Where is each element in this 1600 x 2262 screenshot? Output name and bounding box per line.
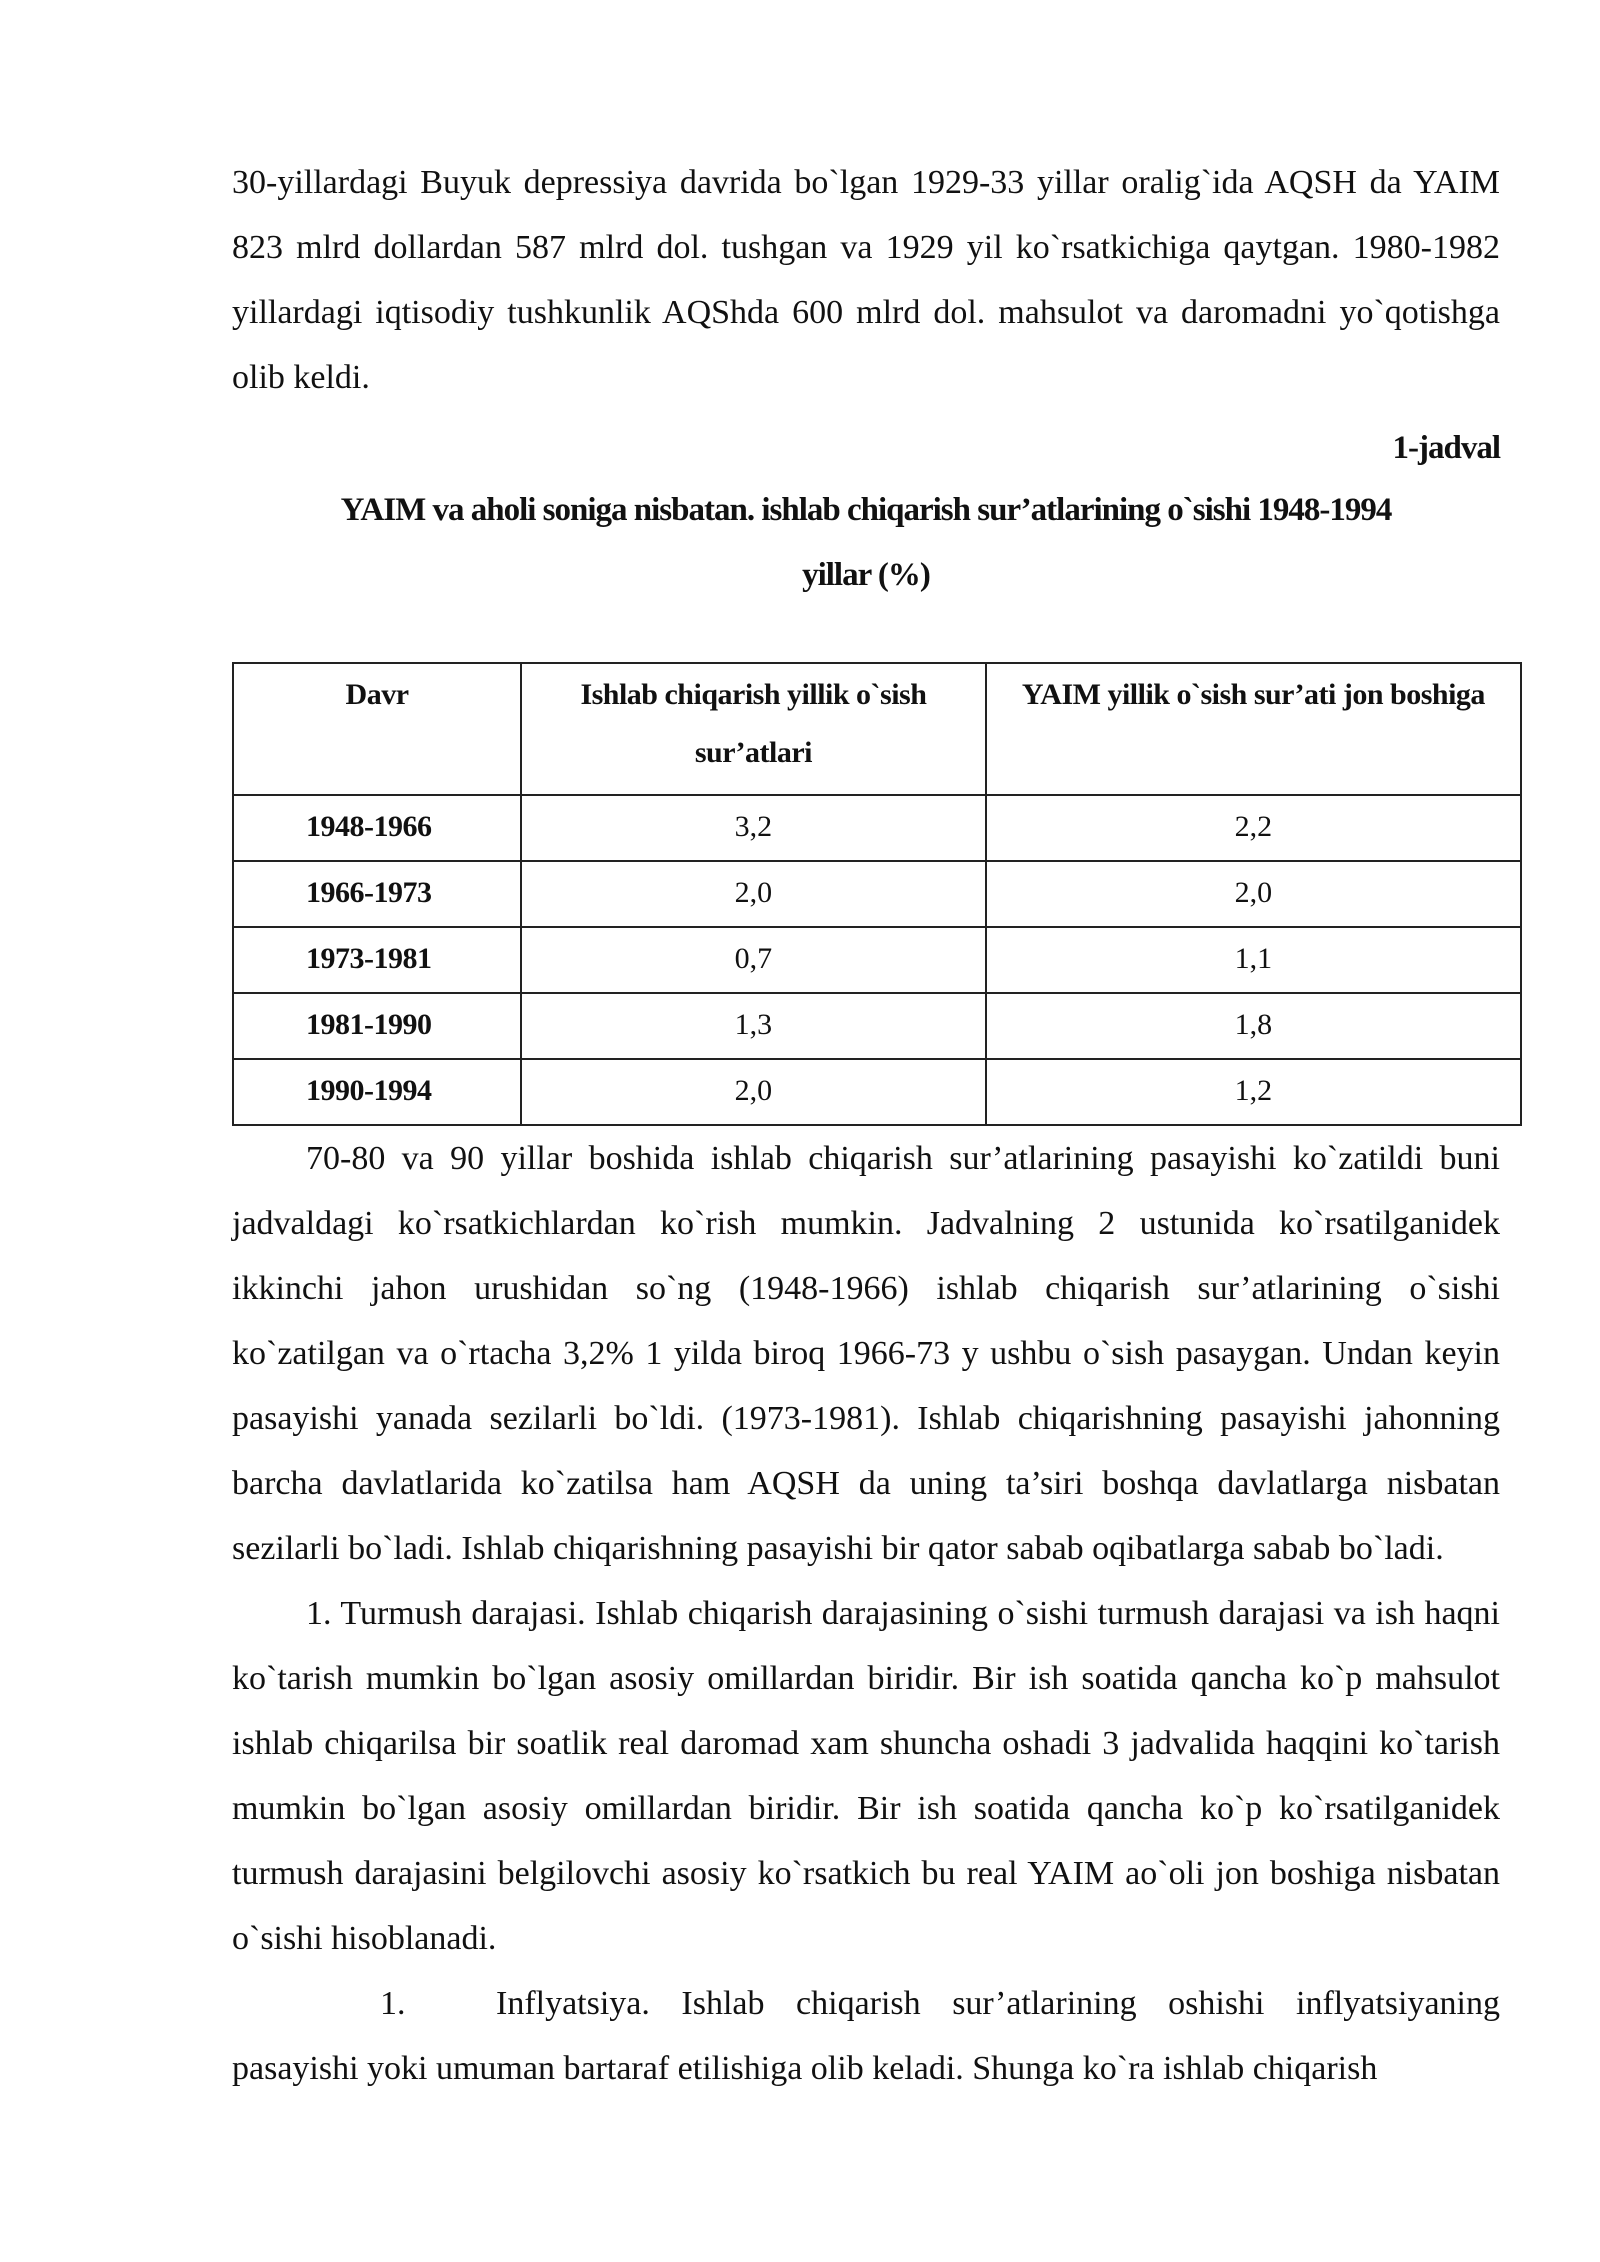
cell-period: 1981-1990 bbox=[233, 993, 521, 1059]
cell-gdp: 1,8 bbox=[986, 993, 1521, 1059]
header-production-growth: Ishlab chiqarish yillik o`sish sur’atlari bbox=[521, 663, 986, 795]
cell-gdp: 2,0 bbox=[986, 861, 1521, 927]
cell-period: 1973-1981 bbox=[233, 927, 521, 993]
table-row bbox=[233, 861, 1521, 927]
paragraph-production-decline: 70-80 va 90 yillar boshida ishlab chiqarish sur’atlarining pasayishi ko`zatildi buni jadvaldagi ko`rsatkichlardan ko`rish mumkin. Jadvalning 2 ustunida ko`rsatilganidek ikkinchi jahon urushidan so`ng (1948-1966) ishlab chiqarish sur’atlarining o`sishi ko`zatilgan va o`rtacha 3,2% 1 yilda biroq 1966-73 y ushbu o`sish pasaygan. Undan keyin pasayishi yanada sezilarli bo`ldi. (1973-1981). Ishlab chiqarishning pasayishi jahonning barcha davlatlarida ko`zatilsa ham AQSH da uning ta’siri boshqa davlatlarga nisbatan sezilarli bo`ladi. Ishlab chiqarishning pasayishi bir qator sabab oqibatlarga sabab bo`ladi. bbox=[232, 1140, 1500, 1567]
cell-production: 2,0 bbox=[521, 861, 986, 927]
cell-production: 3,2 bbox=[521, 795, 986, 861]
table-title-line-1: YAIM va aholi soniga nisbatan. ishlab chiqarish sur’atlarining o`sishi 1948-1994 bbox=[340, 492, 1392, 528]
paragraph-inflation-text: Inflyatsiya. Ishlab chiqarish sur’atlarining oshishi inflyatsiyaning pasayishi yoki umuman bartaraf etilishiga olib keladi. Shunga ko`ra ishlab chiqarish bbox=[232, 1985, 1500, 2087]
header-gdp-growth: YAIM yillik o`sish sur’ati jon boshiga bbox=[986, 663, 1521, 795]
cell-period: 1990-1994 bbox=[233, 1059, 521, 1125]
body-text bbox=[232, 1126, 1500, 2101]
table-title bbox=[232, 478, 1500, 608]
header-period: Davr bbox=[233, 663, 521, 795]
table-header-row bbox=[233, 663, 1521, 795]
table-row bbox=[233, 795, 1521, 861]
intro-paragraph: 30-yillardagi Buyuk depressiya davrida bo`lgan 1929-33 yillar oralig`ida AQSH da YAIM 823 mlrd dollardan 587 mlrd dol. tushgan va 1929 yil ko`rsatkichiga qaytgan. 1980-1982 yillardagi iqtisodiy tushkunlik AQShda 600 mlrd dol. mahsulot va daromadni yo`qotishga olib keldi. bbox=[232, 164, 1500, 396]
table-row bbox=[233, 993, 1521, 1059]
table-row bbox=[233, 1059, 1521, 1125]
paragraph-inflation bbox=[232, 1971, 1500, 2101]
list-number: 1. bbox=[380, 1985, 406, 2022]
cell-gdp: 1,1 bbox=[986, 927, 1521, 993]
cell-production: 2,0 bbox=[521, 1059, 986, 1125]
table-row bbox=[233, 927, 1521, 993]
cell-gdp: 1,2 bbox=[986, 1059, 1521, 1125]
document-page bbox=[232, 150, 1500, 2101]
cell-gdp: 2,2 bbox=[986, 795, 1521, 861]
table-title-line-2: yillar (%) bbox=[802, 557, 930, 593]
cell-production: 0,7 bbox=[521, 927, 986, 993]
cell-period: 1966-1973 bbox=[233, 861, 521, 927]
paragraph-living-standard: 1. Turmush darajasi. Ishlab chiqarish darajasining o`sishi turmush darajasi va ish haqni ko`tarish mumkin bo`lgan asosiy omillardan biridir. Bir ish soatida qancha ko`p mahsulot ishlab chiqarilsa bir soatlik real daromad xam shuncha oshadi 3 jadvalida haqqini ko`tarish mumkin bo`lgan asosiy omillardan biridir. Bir ish soatida qancha ko`p ko`rsatilganidek turmush darajasini belgilovchi asosiy ko`rsatkich bu real YAIM ao`oli jon boshiga nisbatan o`sishi hisoblanadi. bbox=[232, 1595, 1500, 1957]
growth-table bbox=[232, 662, 1522, 1126]
cell-period: 1948-1966 bbox=[233, 795, 521, 861]
table-label: 1-jadval bbox=[1392, 430, 1500, 466]
cell-production: 1,3 bbox=[521, 993, 986, 1059]
